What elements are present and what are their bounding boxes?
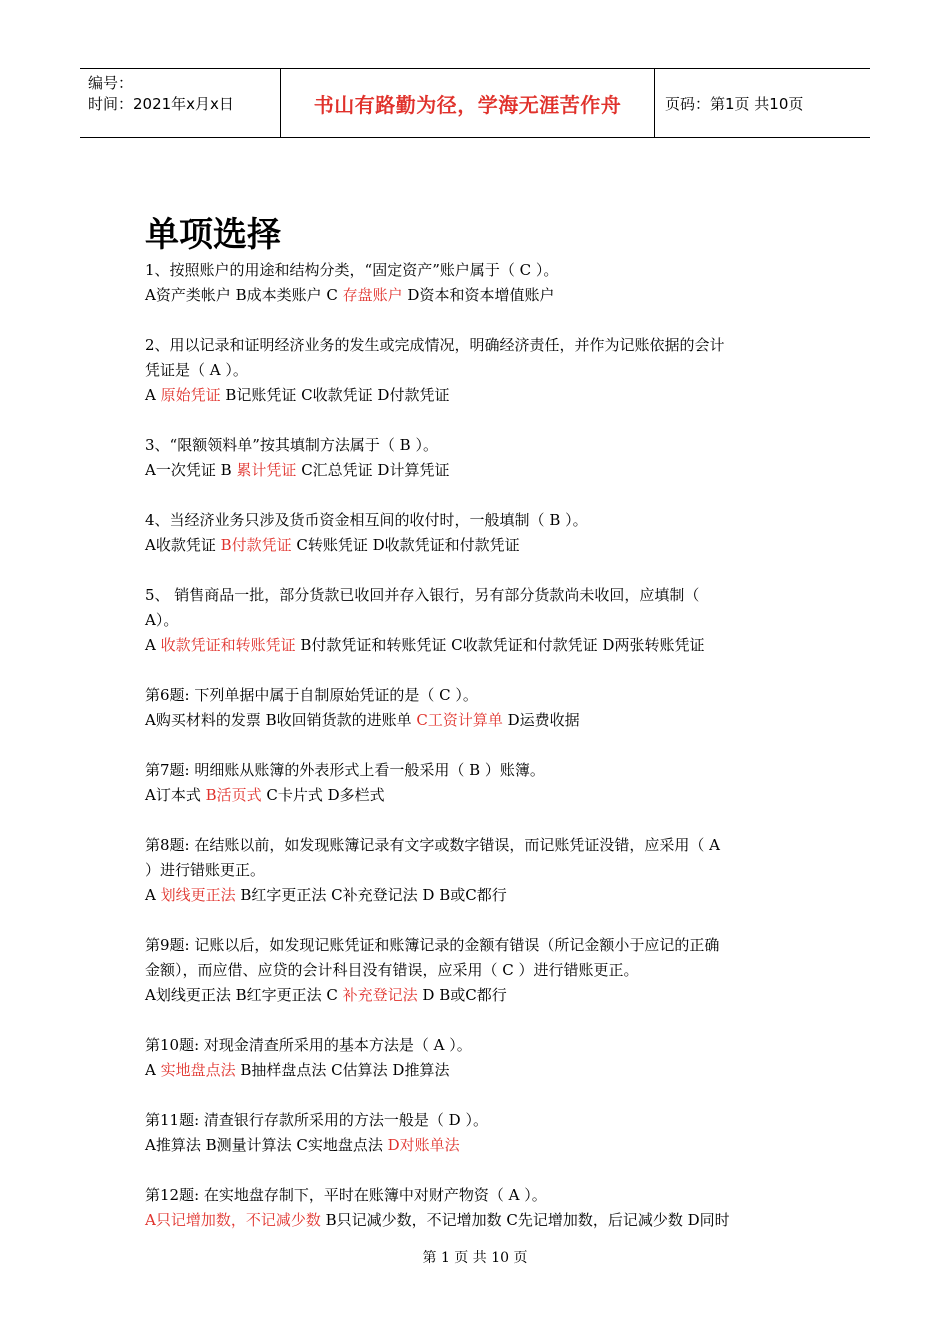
header-motto: 书山有路勤为径，学海无涯苦作舟 xyxy=(281,69,655,137)
text-segment: D B或C都行 xyxy=(417,986,507,1004)
text-segment: A一次凭证 B xyxy=(145,461,237,479)
text-line xyxy=(145,1183,810,1208)
page-footer: 第 1 页 共 10 页 xyxy=(422,1250,528,1266)
text-line xyxy=(145,383,810,408)
section-title: 单项选择 xyxy=(145,215,281,255)
text-segment: 第9题: 记账以后，如发现记账凭证和账簿记录的金额有错误（所记金额小于应记的正确 xyxy=(145,936,720,954)
text-line xyxy=(145,608,810,633)
blank-line xyxy=(145,808,810,833)
text-segment: C卡片式 D多栏式 xyxy=(261,786,385,804)
text-line xyxy=(145,458,810,483)
text-line xyxy=(145,583,810,608)
text-line xyxy=(145,983,810,1008)
text-line xyxy=(145,1033,810,1058)
text-line xyxy=(145,533,810,558)
answer-highlight: 存盘账户 xyxy=(342,286,403,304)
text-line xyxy=(145,333,810,358)
text-line xyxy=(145,933,810,958)
blank-line xyxy=(145,1008,810,1033)
text-line xyxy=(145,258,810,283)
text-segment: 5、 销售商品一批，部分货款已收回并存入银行，另有部分货款尚未收回，应填制（ xyxy=(145,586,700,604)
blank-line xyxy=(145,558,810,583)
text-segment: 2、用以记录和证明经济业务的发生或完成情况，明确经济责任，并作为记账依据的会计 xyxy=(145,336,725,354)
answer-highlight: 原始凭证 xyxy=(160,386,221,404)
text-segment: 第12题: 在实地盘存制下，平时在账簿中对财产物资（ A ）。 xyxy=(145,1186,547,1204)
header-table xyxy=(80,68,870,138)
text-line xyxy=(145,758,810,783)
blank-line xyxy=(145,1158,810,1183)
text-segment: 1、按照账户的用途和结构分类，“固定资产”账户属于（ C ）。 xyxy=(145,261,559,279)
text-line xyxy=(145,1108,810,1133)
answer-highlight: 补充登记法 xyxy=(342,986,418,1004)
text-segment: B记账凭证 C收款凭证 D付款凭证 xyxy=(220,386,450,404)
text-segment: B只记减少数，不记增加数 C先记增加数，后记减少数 D同时 xyxy=(320,1211,730,1229)
text-segment: A资产类帐户 B成本类账户 C xyxy=(145,286,343,304)
text-segment: 第11题: 清查银行存款所采用的方法一般是（ D ）。 xyxy=(145,1111,488,1129)
answer-highlight: 累计凭证 xyxy=(236,461,297,479)
text-segment: A xyxy=(145,1061,161,1079)
text-line xyxy=(145,833,810,858)
text-line xyxy=(145,508,810,533)
text-segment: A收款凭证 xyxy=(145,536,221,554)
answer-highlight: B活页式 xyxy=(205,786,262,804)
text-line xyxy=(145,858,810,883)
text-segment: 第8题: 在结账以前，如发现账簿记录有文字或数字错误，而记账凭证没错，应采用（ A xyxy=(145,836,720,854)
header-meta-cell xyxy=(80,69,281,137)
text-line xyxy=(145,783,810,808)
text-line xyxy=(145,1208,810,1233)
text-segment: 第10题: 对现金清查所采用的基本方法是（ A ）。 xyxy=(145,1036,472,1054)
text-line xyxy=(145,883,810,908)
text-line xyxy=(145,1058,810,1083)
text-segment: C汇总凭证 D计算凭证 xyxy=(296,461,450,479)
blank-line xyxy=(145,1083,810,1108)
text-line xyxy=(145,708,810,733)
text-segment: 凭证是（ A ）。 xyxy=(145,361,248,379)
text-segment: A推算法 B测量计算法 C实地盘点法 xyxy=(145,1136,388,1154)
blank-line xyxy=(145,658,810,683)
text-segment: ）进行错账更正。 xyxy=(145,861,266,879)
text-segment: A xyxy=(145,886,161,904)
text-line xyxy=(145,683,810,708)
text-segment: A购买材料的发票 B收回销货款的进账单 xyxy=(145,711,417,729)
answer-highlight: D对账单法 xyxy=(387,1136,460,1154)
document-time-label: 时间：2021年x月x日 xyxy=(88,95,234,113)
text-line xyxy=(145,433,810,458)
text-line xyxy=(145,633,810,658)
text-segment: A订本式 xyxy=(145,786,206,804)
text-line xyxy=(145,283,810,308)
text-segment: A）。 xyxy=(145,611,179,629)
text-segment: 第6题: 下列单据中属于自制原始凭证的是（ C ）。 xyxy=(145,686,478,704)
blank-line xyxy=(145,733,810,758)
blank-line xyxy=(145,308,810,333)
question-list xyxy=(145,258,810,1233)
answer-highlight: 划线更正法 xyxy=(160,886,236,904)
answer-highlight: A只记增加数，不记减少数 xyxy=(145,1211,321,1229)
text-segment: D运费收据 xyxy=(502,711,580,729)
answer-highlight: B付款凭证 xyxy=(220,536,292,554)
answer-highlight: 实地盘点法 xyxy=(160,1061,236,1079)
text-segment: 金额），而应借、应贷的会计科目没有错误，应采用（ C ）进行错账更正。 xyxy=(145,961,639,979)
text-line xyxy=(145,958,810,983)
document-number-label: 编号： xyxy=(88,74,134,92)
text-segment: A划线更正法 B红字更正法 C xyxy=(145,986,343,1004)
text-segment: B付款凭证和转账凭证 C收款凭证和付款凭证 D两张转账凭证 xyxy=(295,636,705,654)
blank-line xyxy=(145,408,810,433)
text-line xyxy=(145,358,810,383)
text-segment: B抽样盘点法 C估算法 D推算法 xyxy=(235,1061,450,1079)
text-line xyxy=(145,1133,810,1158)
text-segment: B红字更正法 C补充登记法 D B或C都行 xyxy=(235,886,507,904)
header-page-info: 页码：第1页 共10页 xyxy=(665,94,804,113)
text-segment: D资本和资本增值账户 xyxy=(402,286,555,304)
text-segment: A xyxy=(145,636,161,654)
answer-highlight: C工资计算单 xyxy=(416,711,503,729)
blank-line xyxy=(145,908,810,933)
text-segment: 第7题: 明细账从账簿的外表形式上看一般采用（ B ）账簿。 xyxy=(145,761,545,779)
blank-line xyxy=(145,483,810,508)
text-segment: C转账凭证 D收款凭证和付款凭证 xyxy=(291,536,520,554)
text-segment: 3、“限额领料单”按其填制方法属于（ B ）。 xyxy=(145,436,438,454)
text-segment: A xyxy=(145,386,161,404)
text-segment: 4、当经济业务只涉及货币资金相互间的收付时，一般填制（ B ）。 xyxy=(145,511,588,529)
answer-highlight: 收款凭证和转账凭证 xyxy=(160,636,296,654)
